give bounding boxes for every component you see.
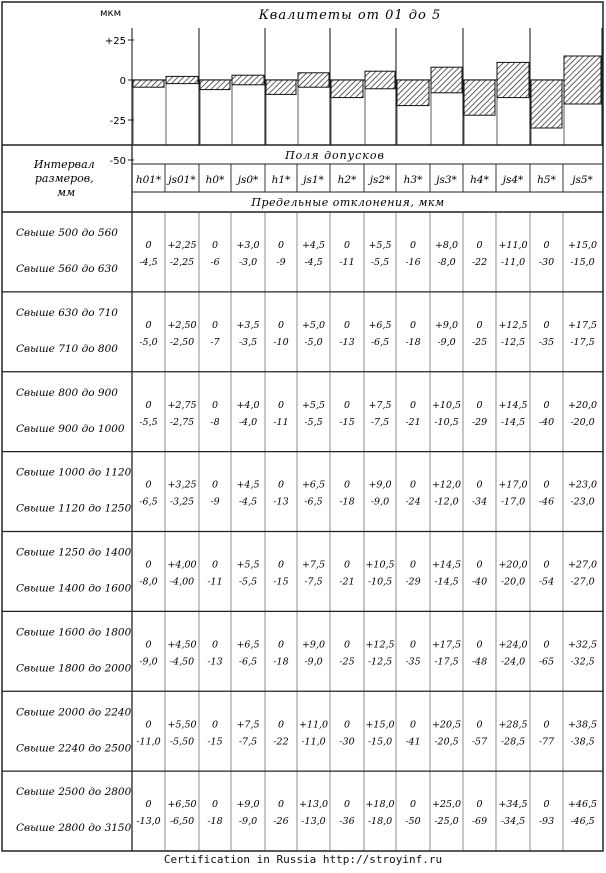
tolerance-bar-js5 [564,56,601,104]
lower-deviation: -35 [538,336,555,348]
upper-deviation: +23,0 [567,479,598,491]
lower-deviation: -34,5 [500,816,526,828]
upper-deviation: 0 [343,799,351,811]
column-header: js3* [436,174,457,186]
upper-deviation: 0 [145,719,152,731]
upper-deviation: +15,0 [567,240,598,251]
upper-deviation: +11,0 [298,719,329,731]
upper-deviation: +5,5 [301,399,326,411]
column-header: h4* [470,174,489,186]
row-label: Свыше 1400 до 1600 [16,582,132,595]
lower-deviation: -17,5 [434,656,459,668]
lower-deviation: -20,0 [570,416,595,428]
upper-deviation: +17,0 [498,479,528,491]
lower-deviation: -20,5 [434,736,459,748]
upper-deviation: 0 [145,240,152,251]
upper-deviation: +12,5 [498,319,528,331]
lower-deviation: -5,5 [238,576,258,588]
lower-deviation: -7,5 [304,576,323,588]
upper-deviation: +20,0 [498,559,528,571]
upper-deviation: 0 [211,719,219,731]
upper-deviation: 0 [476,639,483,651]
column-header: h2* [337,174,357,186]
upper-deviation: +4,0 [236,399,260,411]
y-tick-label: -50 [109,156,126,167]
lower-deviation: -13,0 [136,816,161,828]
upper-deviation: +15,0 [365,719,395,731]
upper-deviation: +6,5 [301,479,326,491]
lower-deviation: -7,5 [370,416,390,428]
lower-deviation: -34 [471,496,488,508]
lower-deviation: -12,0 [434,496,459,508]
upper-deviation: +2,75 [167,399,197,411]
upper-deviation: 0 [476,240,483,251]
upper-deviation: +5,0 [301,319,326,331]
limit-deviations-header: Предельные отклонения, мкм [251,196,445,209]
lower-deviation: -6 [210,257,220,268]
row-label: Свыше 2000 до 2240 [16,706,132,719]
lower-deviation: -4,5 [304,257,323,268]
upper-deviation: 0 [277,319,285,331]
lower-deviation: -24 [405,496,421,508]
tolerance-bar-h5 [531,80,562,128]
lower-deviation: -13 [339,336,355,348]
upper-deviation: +17,5 [567,319,598,331]
upper-deviation: 0 [277,719,285,731]
upper-deviation: 0 [211,240,219,251]
lower-deviation: -48 [471,656,488,668]
upper-deviation: +7,5 [301,559,326,571]
upper-deviation: 0 [277,559,285,571]
lower-deviation: -5,0 [304,336,323,348]
upper-deviation: +5,5 [236,559,260,571]
upper-deviation: 0 [543,719,550,731]
lower-deviation: -13 [207,656,223,668]
upper-deviation: 0 [145,319,152,331]
tolerance-bar-h4 [464,80,495,115]
upper-deviation: 0 [211,479,219,491]
upper-deviation: 0 [543,479,550,491]
lower-deviation: -54 [538,576,555,588]
upper-deviation: 0 [409,559,417,571]
upper-deviation: +46,5 [567,799,598,811]
upper-deviation: +28,5 [498,719,528,731]
upper-deviation: 0 [145,479,152,491]
lower-deviation: -3,0 [238,257,258,268]
lower-deviation: -15,0 [367,736,393,748]
column-header: js5* [572,174,593,186]
lower-deviation: -12,5 [367,656,393,668]
y-axis-unit-label: мкм [100,8,122,19]
tolerance-bar-js3 [431,67,462,93]
upper-deviation: +34,5 [498,799,528,811]
lower-deviation: -18 [207,816,223,828]
upper-deviation: 0 [543,240,550,251]
upper-deviation: +5,50 [167,719,197,731]
lower-deviation: -25 [471,336,488,348]
upper-deviation: +3,5 [236,319,260,331]
lower-deviation: -3,25 [169,496,195,508]
upper-deviation: +18,0 [365,799,395,811]
tolerance-bar-js4 [497,62,529,97]
upper-deviation: 0 [343,319,351,331]
lower-deviation: -18 [339,496,355,508]
lower-deviation: -15 [339,416,355,428]
lower-deviation: -13 [273,496,289,508]
upper-deviation: +10,5 [365,559,395,571]
column-headers [136,174,594,186]
row-label: Свыше 1000 до 1120 [16,466,132,479]
tolerance-bar-js01 [166,76,198,83]
upper-deviation: 0 [343,240,351,251]
upper-deviation: +38,5 [567,719,598,731]
lower-deviation: -24,0 [500,656,526,668]
upper-deviation: +13,0 [298,799,329,811]
lower-deviation: -26 [273,816,289,828]
lower-deviation: -25,0 [434,816,459,828]
tolerance-table [2,145,603,851]
lower-deviation: -5,50 [169,736,195,748]
lower-deviation: -65 [538,656,555,668]
upper-deviation: 0 [409,719,417,731]
upper-deviation: 0 [409,399,417,411]
lower-deviation: -4,50 [169,656,195,668]
lower-deviation: -11 [339,257,355,268]
upper-deviation: 0 [211,799,219,811]
column-header: js1* [303,174,324,186]
upper-deviation: +4,5 [301,240,326,251]
row-label: Свыше 1600 до 1800 [16,626,132,639]
lower-deviation: -11,0 [500,257,526,268]
upper-deviation: 0 [476,799,483,811]
upper-deviation: +4,00 [167,559,197,571]
lower-deviation: -15 [273,576,289,588]
upper-deviation: 0 [343,479,351,491]
column-header: js4* [502,174,524,186]
upper-deviation: +6,50 [167,799,197,811]
tolerance-bar-js2 [365,71,395,89]
lower-deviation: -9 [210,496,220,508]
column-header: h1* [271,174,291,186]
column-header: js2* [369,174,391,186]
lower-deviation: -16 [405,257,421,268]
upper-deviation: 0 [277,399,285,411]
row-label: Свыше 630 до 710 [16,306,118,319]
upper-deviation: 0 [145,559,152,571]
lower-deviation: -27,0 [570,576,595,588]
tolerance-bar-h3 [397,80,429,106]
upper-deviation: 0 [543,319,550,331]
lower-deviation: -8,0 [139,576,158,588]
lower-deviation: -15 [207,736,223,748]
row-label: Свыше 2500 до 2800 [16,786,132,799]
lower-deviation: -11 [273,416,289,428]
lower-deviation: -3,5 [238,336,258,348]
lower-deviation: -21 [339,576,355,588]
bar-group [132,28,602,145]
upper-deviation: +7,5 [236,719,260,731]
lower-deviation: -18 [405,336,421,348]
lower-deviation: -10,5 [367,576,393,588]
row-label: Свыше 710 до 800 [16,342,118,355]
upper-deviation: 0 [343,399,351,411]
lower-deviation: -6,50 [169,816,195,828]
lower-deviation: -30 [339,736,355,748]
tolerance-bar-h01 [133,80,164,87]
lower-deviation: -50 [405,816,421,828]
upper-deviation: +14,5 [498,399,528,411]
upper-deviation: 0 [211,399,219,411]
column-header: h01* [135,174,162,186]
row-label: Свыше 2800 до 3150 [16,822,132,835]
lower-deviation: -9,0 [370,496,390,508]
upper-deviation: 0 [277,240,285,251]
lower-deviation: -12,5 [500,336,526,348]
lower-deviation: -69 [471,816,488,828]
upper-deviation: 0 [409,240,417,251]
tolerance-bar-h2 [331,80,363,98]
lower-deviation: -6,5 [370,336,390,348]
lower-deviation: -41 [405,736,421,748]
upper-deviation: 0 [343,719,351,731]
upper-deviation: 0 [543,559,550,571]
lower-deviation: -6,5 [304,496,323,508]
lower-deviation: -4,00 [169,576,195,588]
lower-deviation: -10 [273,336,289,348]
row-label: Свыше 900 до 1000 [16,422,125,435]
lower-deviation: -22 [471,257,488,268]
lower-deviation: -18,0 [367,816,393,828]
upper-deviation: +4,50 [167,639,197,651]
upper-deviation: +11,0 [498,240,528,251]
upper-deviation: 0 [409,799,417,811]
lower-deviation: -17,0 [500,496,526,508]
upper-deviation: 0 [211,319,219,331]
lower-deviation: -15,0 [570,257,595,268]
column-header: h0* [205,174,225,186]
lower-deviation: -11,0 [136,736,161,748]
lower-deviation: -57 [471,736,488,748]
lower-deviation: -20,0 [500,576,526,588]
column-header: js0* [237,174,259,186]
upper-deviation: +25,0 [431,799,462,811]
upper-deviation: 0 [543,799,550,811]
upper-deviation: 0 [543,399,550,411]
upper-deviation: +24,0 [498,639,528,651]
lower-deviation: -38,5 [570,736,595,748]
upper-deviation: +9,0 [301,639,326,651]
lower-deviation: -2,75 [169,416,195,428]
lower-deviation: -22 [273,736,289,748]
upper-deviation: 0 [476,399,483,411]
upper-deviation: 0 [409,639,417,651]
lower-deviation: -11,0 [301,736,326,748]
lower-deviation: -14,5 [500,416,526,428]
lower-deviation: -2,25 [169,257,195,268]
column-header: js01* [168,174,196,186]
upper-deviation: 0 [476,719,483,731]
upper-deviation: +7,5 [368,399,392,411]
tolerance-fields-header: Поля допусков [285,149,385,162]
y-axis-ticks [105,36,134,167]
tolerance-bar-h0 [200,80,230,90]
lower-deviation: -5,5 [370,257,390,268]
lower-deviation: -40 [538,416,555,428]
lower-deviation: -13,0 [301,816,326,828]
lower-deviation: -7 [210,336,220,348]
lower-deviation: -8 [210,416,220,428]
lower-deviation: -4,5 [139,257,158,268]
lower-deviation: -93 [538,816,555,828]
column-header: h3* [403,174,423,186]
upper-deviation: 0 [145,799,152,811]
upper-deviation: +12,0 [431,479,462,491]
upper-deviation: 0 [476,479,483,491]
interval-header-line1: Интервал [33,158,95,171]
tolerance-bar-h1 [266,80,296,94]
y-tick-label: +25 [104,36,126,47]
lower-deviation: -4,5 [238,496,258,508]
lower-deviation: -21 [405,416,421,428]
footer-source: Certification in Russia http://stroyinf.ru [163,853,443,866]
upper-deviation: 0 [145,399,152,411]
upper-deviation: 0 [277,639,285,651]
upper-deviation: 0 [409,319,417,331]
lower-deviation: -5,5 [304,416,323,428]
lower-deviation: -9,0 [304,656,323,668]
upper-deviation: +9,0 [236,799,260,811]
upper-deviation: +5,5 [368,240,392,251]
svg-text:Интервал размеров, [33,158,98,199]
upper-deviation: 0 [476,319,483,331]
upper-deviation: +8,0 [434,240,459,251]
interval-header-line2: размеров, [34,172,94,185]
upper-deviation: +10,5 [431,399,462,411]
upper-deviation: +4,5 [236,479,260,491]
upper-deviation: 0 [343,559,351,571]
y-tick-label: -25 [109,116,126,127]
upper-deviation: +3,25 [167,479,197,491]
table-body [2,227,603,834]
lower-deviation: -77 [538,736,555,748]
lower-deviation: -18 [273,656,289,668]
lower-deviation: -9,0 [139,656,158,668]
lower-deviation: -5,0 [139,336,158,348]
lower-deviation: -5,5 [139,416,158,428]
row-label: Свыше 1120 до 1250 [16,502,132,515]
upper-deviation: +9,0 [434,319,459,331]
lower-deviation: -2,50 [169,336,195,348]
upper-deviation: +12,5 [365,639,395,651]
lower-deviation: -36 [339,816,355,828]
lower-deviation: -35 [405,656,421,668]
row-label: Свыше 500 до 560 [16,227,118,239]
lower-deviation: -46 [538,496,555,508]
lower-deviation: -30 [538,257,555,268]
lower-deviation: -23,0 [570,496,595,508]
lower-deviation: -14,5 [434,576,459,588]
lower-deviation: -28,5 [500,736,526,748]
upper-deviation: 0 [409,479,417,491]
column-header: h5* [537,174,556,186]
upper-deviation: +14,5 [431,559,462,571]
upper-deviation: 0 [211,639,219,651]
lower-deviation: -8,0 [437,257,456,268]
upper-deviation: 0 [211,559,219,571]
upper-deviation: +6,5 [368,319,392,331]
tolerance-bar-js0 [232,75,264,85]
upper-deviation: +6,5 [236,639,260,651]
row-label: Свыше 1250 до 1400 [16,546,132,559]
row-label: Свыше 1800 до 2000 [16,662,132,675]
upper-deviation: +9,0 [368,479,392,491]
tolerance-bar-js1 [298,73,329,87]
upper-deviation: 0 [277,479,285,491]
upper-deviation: 0 [145,639,152,651]
upper-deviation: +20,0 [567,399,598,411]
lower-deviation: -9,0 [437,336,456,348]
lower-deviation: -11 [207,576,223,588]
upper-deviation: 0 [543,639,550,651]
upper-deviation: +27,0 [567,559,598,571]
row-label: Свыше 2240 до 2500 [16,742,132,755]
lower-deviation: -25 [339,656,355,668]
upper-deviation: 0 [476,559,483,571]
interval-header-line3: мм [56,186,76,199]
upper-deviation: +3,0 [236,240,260,251]
lower-deviation: -32,5 [570,656,595,668]
lower-deviation: -10,5 [434,416,459,428]
chart-title: Квалитеты от 01 до 5 [258,8,442,23]
upper-deviation: +20,5 [431,719,462,731]
lower-deviation: -4,0 [238,416,258,428]
row-label: Свыше 800 до 900 [16,386,118,399]
upper-deviation: +32,5 [567,639,598,651]
lower-deviation: -6,5 [238,656,258,668]
y-tick-label: 0 [119,76,126,87]
tolerance-chart [100,8,602,167]
upper-deviation: +2,25 [167,240,197,251]
row-label: Свыше 560 до 630 [16,263,118,275]
lower-deviation: -17,5 [570,336,595,348]
lower-deviation: -9 [276,257,286,268]
lower-deviation: -9,0 [238,816,258,828]
lower-deviation: -29 [405,576,421,588]
lower-deviation: -46,5 [570,816,595,828]
upper-deviation: 0 [277,799,285,811]
lower-deviation: -29 [471,416,488,428]
upper-deviation: 0 [343,639,351,651]
upper-deviation: +17,5 [431,639,462,651]
lower-deviation: -6,5 [139,496,158,508]
lower-deviation: -40 [471,576,488,588]
lower-deviation: -7,5 [238,736,258,748]
upper-deviation: +2,50 [167,319,197,331]
